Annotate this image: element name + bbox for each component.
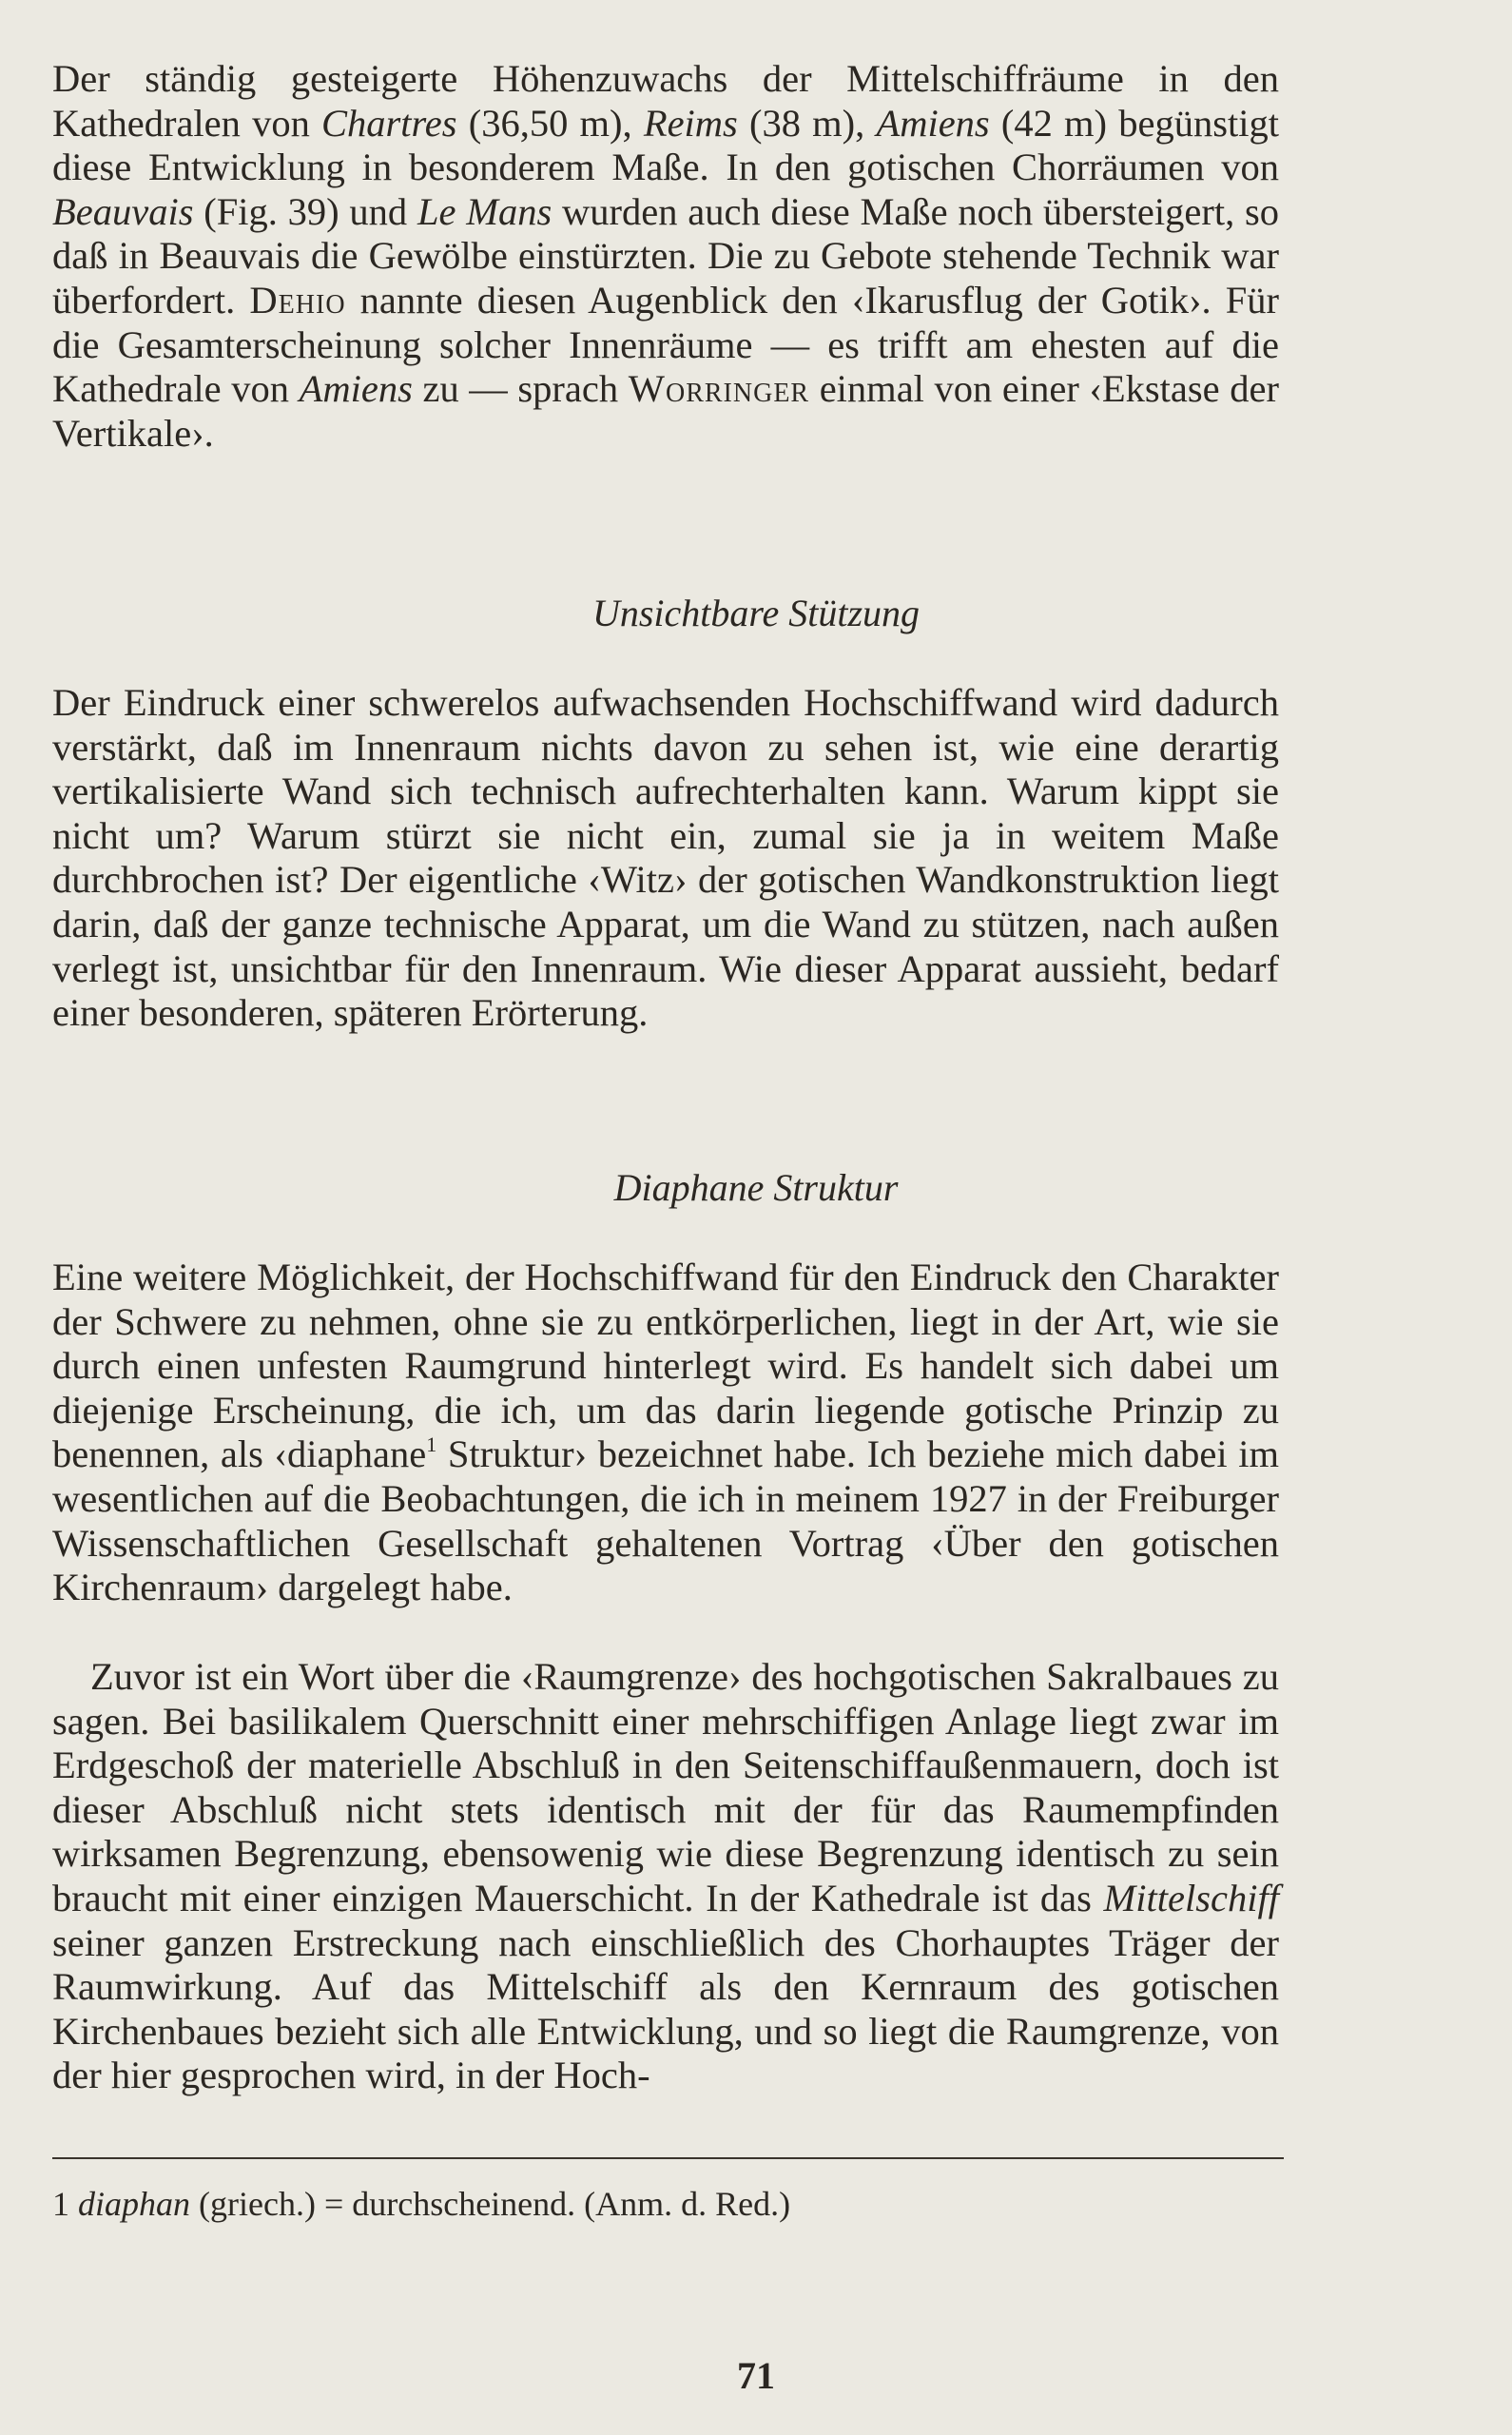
text-run: Amiens [876,101,990,145]
text-run: Le Mans [417,189,552,233]
paragraph-invisible-support [52,681,1279,1036]
text-run: Der Eindruck einer schwerelos aufwachsenden Hochschiffwand wird dadurch verstärkt, daß im Innenraum nichts davon zu sehen ist, wie eine derartig vertikalisierte Wand sich technisch aufrechterhalten kann. Warum kippt sie nicht um? Warum stürzt sie nicht ein, zumal sie ja in weitem Maße durchbrochen ist? Der eigentliche ‹Witz› der gotischen Wandkonstruktion liegt darin, daß der ganze technische Apparat, um die Wand zu stützen, nach außen verlegt ist, unsichtbar für den Innenraum. Wie dieser Apparat aussieht, bedarf einer besonderen, späteren Erörterung. [52,681,1279,1035]
text-run: zu — sprach [412,367,629,411]
text-run: seiner ganzen Erstreckung nach einschließlich des Chorhauptes Träger der Raumwirkung. Auf das Mittelschiff als den Kernraum des gotischen Kirchenbaues bezieht sich alle Entwicklung, und so liegt die Raumgrenze, von der hier gesprochen wird, in der Hoch- [52,1920,1279,2097]
text-run: einmal von einer ‹Ekstase der Vertikale›. [52,367,1279,455]
paragraph-spatial-boundary [52,1655,1279,2098]
text-run: (42 m) begünstigt diese Entwicklung in besonderem Maße. In den gotischen Chorräumen von [52,101,1279,189]
paragraph-vertical-ecstasy [52,57,1279,456]
section-heading-invisible-support: Unsichtbare Stützung [591,592,921,634]
section-heading-diaphanous-structure: Diaphane Struktur [613,1166,899,1209]
text-run: Amiens [299,367,413,411]
footnote-marker: 1 [426,1432,437,1457]
text-run: Reims [643,101,738,145]
text-run: (38 m), [737,101,877,145]
paragraph-diaphanous-structure [52,1256,1279,1610]
text-run: (36,50 m), [456,101,644,145]
text-run: Worringer [628,367,810,411]
page-number: 71 [737,2354,775,2397]
footnote-divider [52,2157,1284,2159]
text-run: wurden auch diese Maße noch übersteigert, so daß in Beauvais die Gewölbe einstürzten. Die zu Gebote stehende Technik war überfordert. [52,189,1280,321]
text-run: Struktur› bezeichnet habe. Ich beziehe mich dabei im wesentlichen auf die Beobachtungen, die ich in meinem 1927 in der Freiburger Wissenschaftlichen Gesellschaft gehaltenen Vortrag ‹Über den gotischen Kirchenraum› dargelegt habe. [52,1432,1279,1609]
text-run: Chartres [321,101,457,145]
text-run: Zuvor ist ein Wort über die ‹Raumgrenze› des hochgotischen Sakralbaues zu sagen. Bei basilikalem Querschnitt einer mehrschiffigen Anlage liegt zwar im Erdgeschoß der materielle Abschluß in den Seitenschiffaußenmauern, doch ist dieser Abschluß nicht stets identisch mit der für das Raumempfinden wirksamen Begrenzung, ebensowenig wie diese Begrenzung identisch zu sein braucht mit einer einzigen Mauerschicht. In der Kathedrale ist das [52,1655,1279,1919]
text-run: Dehio [249,278,346,321]
text-run: nannte diesen Augenblick den ‹Ikarusflug der Gotik›. Für die Gesamterscheinung solcher Innenräume — es trifft am ehesten auf die Kathedrale von [52,278,1280,411]
text-run: Beauvais [52,189,194,233]
text-run: (Fig. 39) und [193,189,417,233]
text-run: (griech.) = durchscheinend. (Anm. d. Red.) [190,2185,791,2223]
text-run: Eine weitere Möglichkeit, der Hochschiffwand für den Eindruck den Charakter der Schwere zu nehmen, ohne sie zu entkörperlichen, liegt in der Art, wie sie durch einen unfesten Raumgrund hinterlegt wird. Es handelt sich dabei um diejenige Erscheinung, die ich, um das darin liegende gotische Prinzip zu benennen, als ‹diaphane [52,1256,1279,1476]
text-run: Der ständig gesteigerte Höhenzuwachs der Mittelschiffräume in den Kathedralen von [52,57,1279,145]
text-run: Mittelschiff [1103,1876,1279,1919]
text-run: 1 [52,2185,78,2223]
footnote [52,2183,1279,2225]
text-run: diaphan [78,2185,191,2223]
